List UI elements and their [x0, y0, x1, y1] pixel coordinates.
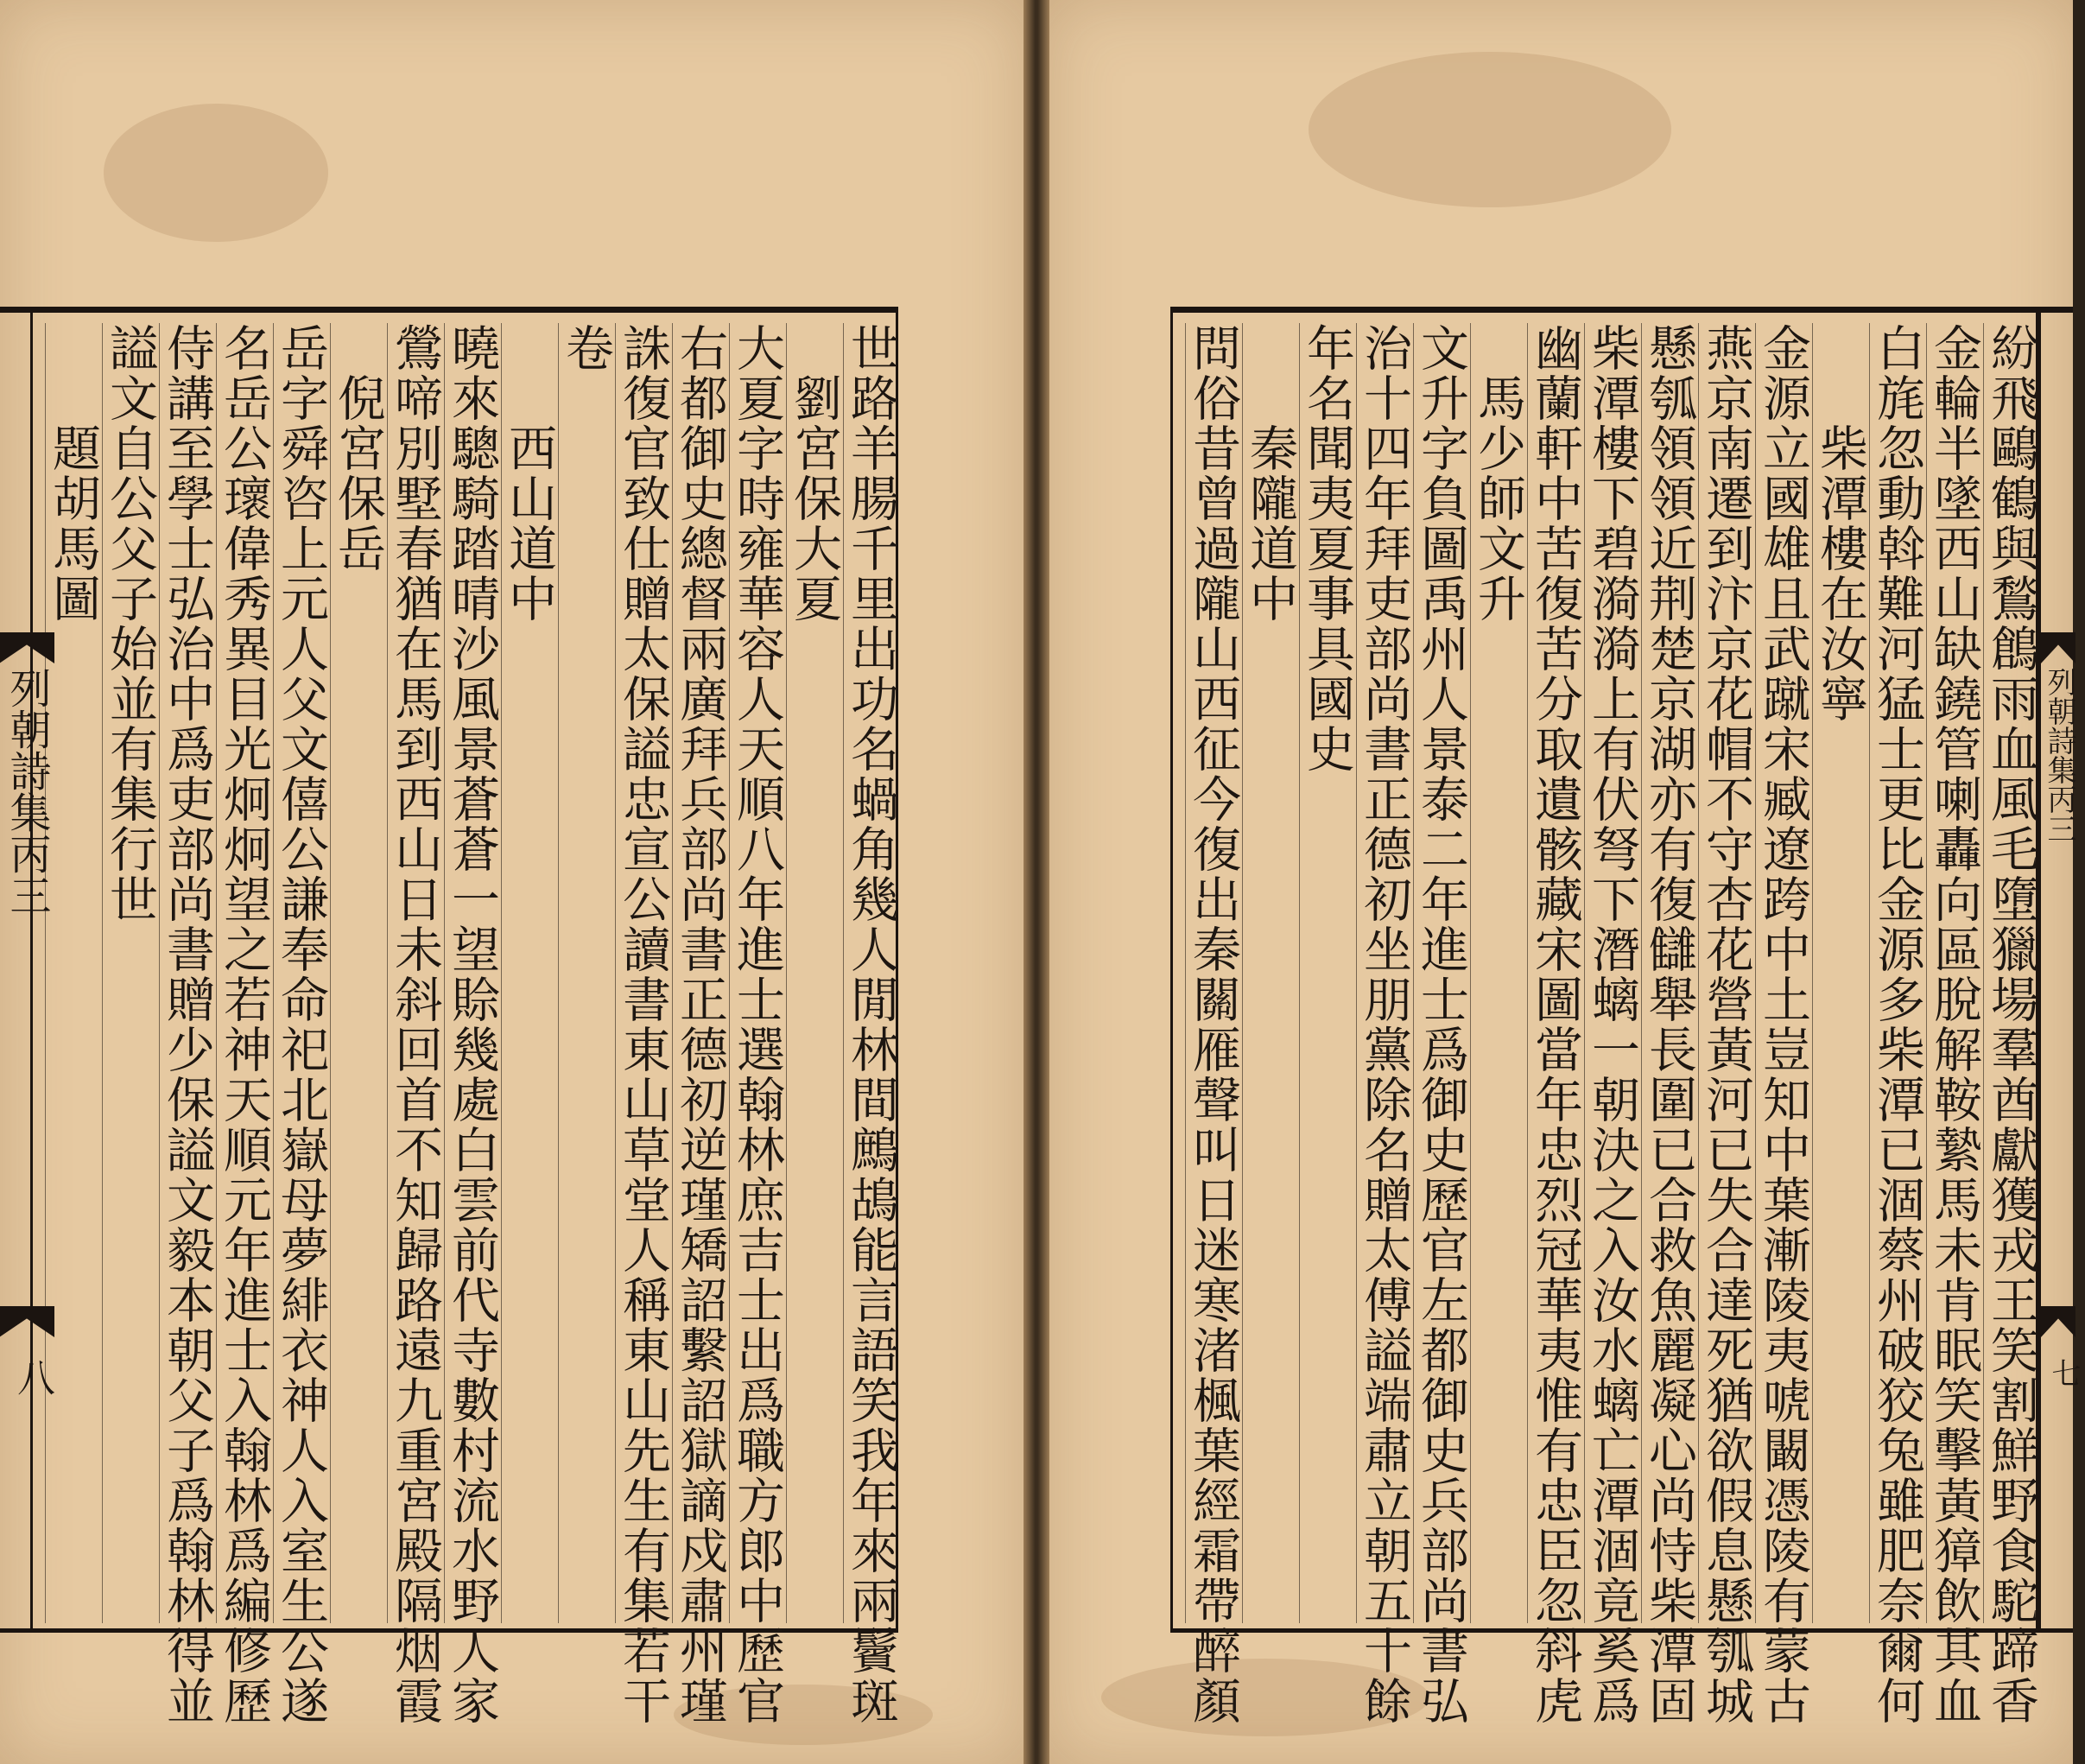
text-column: [1698, 323, 1754, 1726]
column-text: 馬少師文升: [1470, 323, 1526, 624]
column-text: 秦隴道中: [1242, 323, 1298, 624]
column-text: 白旄忽動斡難河猛士更比金源多柴潭已涸蔡州破狡兔雖肥奈爾何: [1869, 323, 1925, 1726]
text-column: [558, 323, 612, 1623]
text-column: [102, 323, 158, 1623]
left-page: [0, 0, 1023, 1764]
column-text: 幽蘭軒中苦復苦分取遺骸藏宋圖當年忠烈冠華夷惟有忠臣忽斜虎: [1527, 323, 1583, 1726]
column-text: 金源立國雄且武蹴宋臧遼跨中土豈知中葉漸陵夷唬闞憑陵有蒙古: [1755, 323, 1811, 1726]
column-text: 鶯啼別墅春猶在馬到西山日未斜回首不知歸路遠九重宮殿隔烟霞: [387, 323, 443, 1726]
column-text: 柴潭樓在汝寧: [1812, 323, 1868, 724]
column-text: 倪宮保岳: [330, 323, 386, 574]
text-column: [1584, 323, 1640, 1726]
column-text: 曉來驄騎踏晴沙風景蒼蒼一望賒幾處白雲前代寺數村流水野人家: [444, 323, 500, 1726]
text-column: [159, 323, 215, 1726]
column-text: 誅復官致仕贈太保謚忠宣公讀書東山草堂人稱東山先生有集若干: [615, 323, 671, 1726]
right-text-frame: [1170, 307, 2039, 1726]
text-column: [1299, 323, 1353, 1623]
text-column: [1242, 323, 1296, 1623]
text-column: [330, 323, 386, 1623]
column-text: 燕京南遷到汴京花帽不守杏花營黃河已失合達死猶欲假息懸瓠城: [1698, 323, 1754, 1726]
text-column: [1185, 323, 1241, 1726]
column-text: 劉宮保大夏: [786, 323, 842, 624]
text-column: [1869, 323, 1925, 1726]
text-column: [45, 323, 101, 1623]
column-text: 金輪半墜西山缺鐃管喇轟向區脫解鞍縶馬未肯眠笑擊黃獐飲其血: [1926, 323, 1982, 1726]
text-column: [216, 323, 272, 1726]
text-column: [615, 323, 671, 1726]
text-column: [1755, 323, 1811, 1726]
fishtail-mark: [2041, 1306, 2075, 1337]
folio-number: 八: [10, 1358, 54, 1396]
column-text: 世路羊腸千里出功名蝸角幾人閒林間鷓鴣能言語笑我年來兩鬢斑: [843, 323, 899, 1726]
text-column: [1812, 323, 1866, 1623]
page-center-column: [2038, 307, 2081, 1633]
text-column: [444, 323, 500, 1726]
text-column: [1470, 323, 1524, 1623]
right-page: [1049, 0, 2081, 1764]
column-text: 懸瓠領領近荆楚京湖亦有復讎舉長圍已合救魚麗凝心尚恃柴潭固: [1641, 323, 1697, 1726]
column-text: 文升字負圖禹州人景泰二年進士爲御史歷官左都御史兵部尚書弘: [1413, 323, 1469, 1726]
column-text: 紛飛鷗鶴與鶖鶬雨血風毛墮獵場羣酋獻獲戎王笑割鮮野食駝蹄香: [1983, 323, 2039, 1726]
column-text: 右都御史總督兩廣拜兵部尚書正德初逆瑾矯詔繫詔獄謫戍肅州瑾: [672, 323, 728, 1726]
column-text: 治十四年拜吏部尚書正德初坐朋黨除名贈太傅謚端肅立朝五十餘: [1356, 323, 1412, 1726]
column-text: 題胡馬圖: [45, 323, 101, 624]
text-column: [387, 323, 443, 1726]
text-column: [1641, 323, 1697, 1726]
book-title-running-head: 列朝詩集丙三: [2042, 667, 2076, 843]
column-text: 問俗昔曾過隴山西征今復出秦關雁聲叫日迷寒渚楓葉經霜帶醉顏: [1185, 323, 1241, 1726]
column-text: 卷: [558, 323, 614, 373]
text-column: [1983, 323, 2039, 1726]
paper-stain: [104, 104, 328, 242]
text-column: [786, 323, 840, 1623]
column-text: 名岳公瓌偉秀異目光炯炯望之若神天順元年進士入翰林爲編修歷: [216, 323, 272, 1726]
column-text: 柴潭樓下碧漪漪上有伏弩下潛螭一朝決之入汝水螭亡潭涸竟奚爲: [1584, 323, 1640, 1726]
text-column: [672, 323, 728, 1726]
column-text: 侍講至學士弘治中爲吏部尚書贈少保謚文毅本朝父子爲翰林得並: [159, 323, 215, 1726]
text-column: [1356, 323, 1412, 1726]
left-text-frame: [30, 307, 899, 1726]
fishtail-mark: [2041, 632, 2075, 663]
text-column: [1926, 323, 1982, 1726]
text-column: [1527, 323, 1583, 1726]
text-column: [501, 323, 555, 1623]
folio-number: 七: [2046, 1358, 2081, 1387]
book-gutter: [1023, 0, 1049, 1764]
column-text: 西山道中: [501, 323, 557, 624]
book-title-running-head: 列朝詩集丙三: [3, 667, 51, 916]
column-text: 岳字舜咨上元人父文僖公謙奉命祀北嶽母夢緋衣神人入室生公遂: [273, 323, 329, 1726]
text-column: [729, 323, 785, 1726]
column-text: 大夏字時雍華容人天順八年進士選翰林庶吉士出爲職方郎中歷官: [729, 323, 785, 1726]
text-column: [843, 323, 899, 1726]
text-column: [273, 323, 329, 1726]
column-text: 年名聞夷夏事具國史: [1299, 323, 1355, 774]
paper-stain: [1309, 52, 1671, 207]
text-column: [1413, 323, 1469, 1726]
column-text: 謚文自公父子始並有集行世: [102, 323, 158, 924]
